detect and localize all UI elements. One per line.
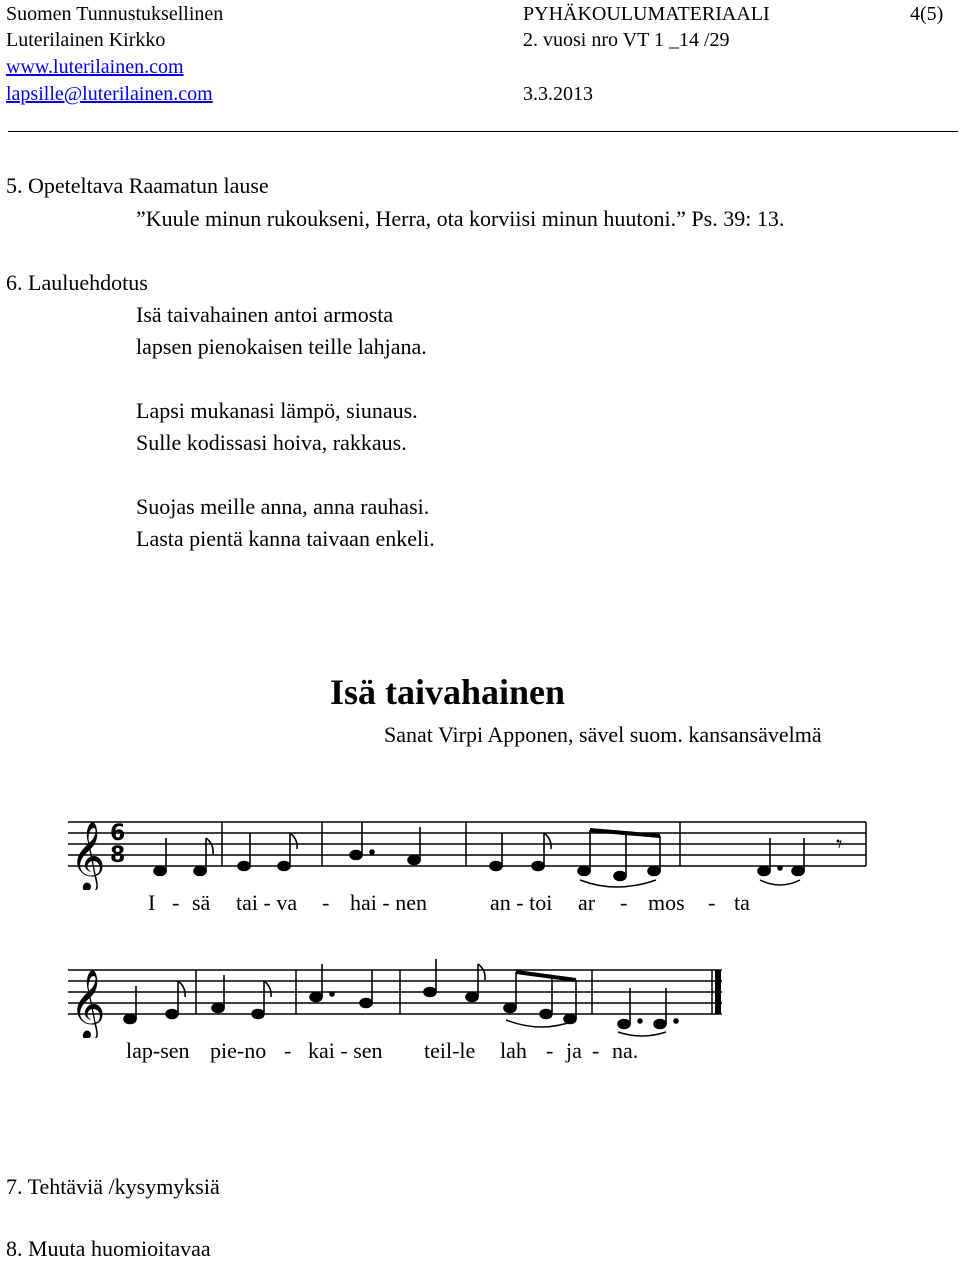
note-head [310, 993, 322, 1002]
time-signature-top: 6 [110, 821, 126, 846]
note-head [194, 867, 206, 876]
note-head [758, 867, 770, 876]
note-head [618, 1020, 630, 1029]
lyric-syllable: ta [734, 890, 750, 915]
lyric-syllable: pie-no [210, 1038, 267, 1063]
bible-verse: ”Kuule minun rukoukseni, Herra, ota korviisi minun huutoni.” Ps. 39: 13. [136, 206, 785, 231]
note-head [654, 1020, 666, 1029]
section6-heading: 6. Lauluehdotus [6, 270, 148, 295]
lyric-syllable: - [592, 1038, 600, 1063]
dot [778, 866, 782, 870]
note-head [424, 988, 436, 997]
section5-heading: 5. Opeteltava Raamatun lause [6, 173, 269, 198]
lyric-syllable: sä [192, 890, 211, 915]
lyric-syllable: ja [566, 1038, 582, 1063]
section8-heading: 8. Muuta huomioitavaa [6, 1236, 211, 1261]
dot [638, 1019, 642, 1023]
note-head [578, 867, 590, 876]
treble-clef-icon: 𝄞 [70, 821, 106, 890]
slur [760, 880, 800, 885]
lyric-syllable: lah [500, 1038, 527, 1063]
song-credits: Sanat Virpi Apponen, sävel suom. kansansävelmä [384, 722, 822, 747]
lyric-syllable: kai - sen [308, 1038, 383, 1063]
note-head [532, 862, 544, 871]
section7-heading: 7. Tehtäviä /kysymyksiä [6, 1174, 220, 1199]
note-head [504, 1004, 516, 1013]
note-flag [290, 833, 297, 849]
final-barline [715, 970, 721, 1014]
email-link[interactable]: lapsille@luterilainen.com [6, 83, 213, 105]
time-signature-bottom: 8 [110, 843, 126, 868]
lyric-syllable: mos [648, 890, 685, 915]
dot [674, 1019, 678, 1023]
note-head [350, 851, 362, 860]
eighth-rest-icon: 𝄾 [836, 830, 843, 858]
staff-lines [68, 822, 866, 866]
song-verse-line: lapsen pienokaisen teille lahjana. [136, 334, 427, 359]
lyric-syllable: I [148, 890, 156, 915]
song-title: Isä taivahainen [330, 672, 566, 712]
doc-type: PYHÄKOULUMATERIAALI [523, 3, 770, 25]
note-head [124, 1015, 136, 1024]
doc-date: 3.3.2013 [523, 83, 593, 105]
page-number: 4(5) [910, 3, 944, 25]
note-head [466, 993, 478, 1002]
lyric-syllable: lap-sen [126, 1038, 190, 1063]
lyric-syllable: - [322, 890, 330, 915]
note-beam [516, 972, 576, 980]
song-verse-line: Lasta pientä kanna taivaan enkeli. [136, 526, 435, 551]
lyric-syllable: an - toi [490, 890, 553, 915]
song-verse-line: Isä taivahainen antoi armosta [136, 302, 394, 327]
dot [330, 992, 334, 996]
note-flag [478, 964, 485, 980]
lyric-syllable: - [284, 1038, 292, 1063]
slur [618, 1032, 666, 1036]
note-head [490, 862, 502, 871]
music-staff-line2 [0, 948, 960, 1038]
lyric-syllable: - [546, 1038, 554, 1063]
lyric-syllable: - [708, 890, 716, 915]
treble-clef-icon: 𝄞 [70, 969, 106, 1038]
note-head [278, 862, 290, 871]
dot [370, 850, 374, 854]
note-head [166, 1010, 178, 1019]
staff-lines [68, 970, 722, 1014]
lyric-syllable: na. [612, 1038, 639, 1063]
org-name-line1: Suomen Tunnustuksellinen [6, 3, 224, 25]
lyric-syllable: - [620, 890, 628, 915]
note-head [252, 1010, 264, 1019]
note-flag [544, 833, 551, 849]
header-divider [8, 131, 958, 132]
note-head [792, 867, 804, 876]
song-verse-line: Lapsi mukanasi lämpö, siunaus. [136, 398, 418, 423]
note-head [360, 999, 372, 1008]
website-link[interactable]: www.luterilainen.com [6, 56, 184, 78]
lyric-syllable: hai - nen [350, 890, 427, 915]
note-head [540, 1010, 552, 1019]
org-name-line2: Luterilainen Kirkko [6, 29, 166, 51]
note-flag [206, 838, 213, 854]
note-head [614, 872, 626, 881]
lyric-syllable: - [172, 890, 180, 915]
music-staff-line1 [0, 800, 960, 890]
lesson-number: 2. vuosi nro VT 1 _14 /29 [523, 29, 730, 51]
note-head [648, 867, 660, 876]
lyric-syllable: tai - va [236, 890, 298, 915]
song-verse-line: Sulle kodissasi hoiva, rakkaus. [136, 430, 407, 455]
lyric-syllable: teil-le [424, 1038, 476, 1063]
lyric-syllable: ar [578, 890, 596, 915]
note-head [154, 867, 166, 876]
note-head [212, 1004, 224, 1013]
note-flag [264, 981, 271, 997]
note-head [408, 856, 420, 865]
note-head [238, 862, 250, 871]
note-flag [178, 981, 185, 997]
song-verse-line: Suojas meille anna, anna rauhasi. [136, 494, 430, 519]
